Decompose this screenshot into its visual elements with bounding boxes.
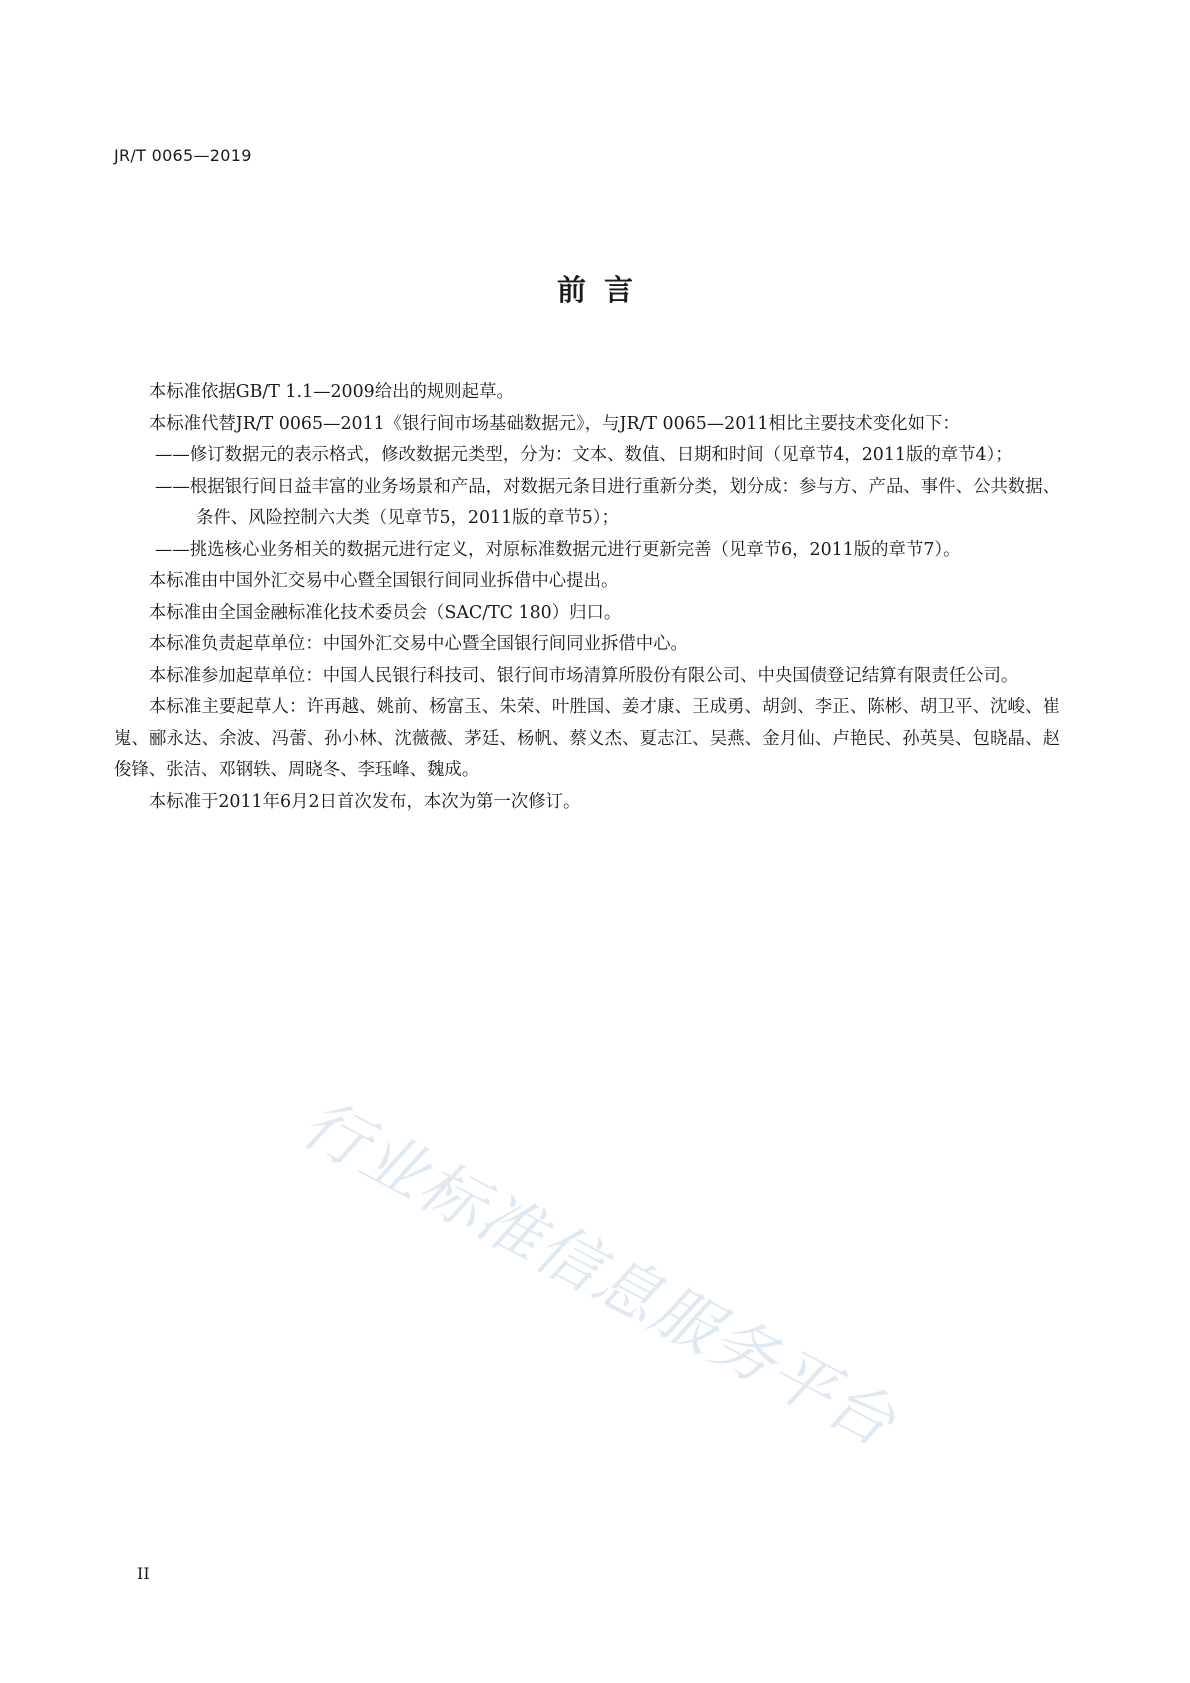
document-code: JR/T 0065—2019 xyxy=(114,146,252,165)
foreword-body xyxy=(114,377,1060,818)
paragraph-main-drafters: 本标准主要起草人：许再越、姚前、杨富玉、朱荣、叶胜国、姜才康、王成勇、胡剑、李正、陈彬、胡卫平、沈峻、崔嵬、郦永达、余波、冯蕾、孙小林、沈薇薇、茅廷、杨帆、蔡义杰、夏志江、吴燕、金月仙、卢艳民、孙英昊、包晓晶、赵俊锋、张洁、邓钢轶、周晓冬、李珏峰、魏成。 xyxy=(114,697,1060,780)
paragraph-lead-drafter: 本标准负责起草单位：中国外汇交易中心暨全国银行间同业拆借中心。 xyxy=(148,634,688,654)
paragraph-publication-history: 本标准于2011年6月2日首次发布，本次为第一次修订。 xyxy=(148,791,581,812)
page-title: 前言 xyxy=(556,273,651,307)
change-item-format: ——修订数据元的表示格式，修改数据元类型，分为：文本、数值、日期和时间（见章节4，2011版的章节4）； xyxy=(155,445,1013,465)
change-item-definition: ——挑选核心业务相关的数据元进行定义，对原标准数据元进行更新完善（见章节6，2011版的章节7）。 xyxy=(155,539,961,560)
watermark: 行业标准信息服务平台 xyxy=(289,1086,908,1462)
paragraph-participating-drafters: 本标准参加起草单位：中国人民银行科技司、银行间市场清算所股份有限公司、中央国债登记结算有限责任公司。 xyxy=(148,665,1019,686)
paragraph-replacement: 本标准代替JR/T 0065—2011《银行间市场基础数据元》，与JR/T 0065—2011相比主要技术变化如下： xyxy=(148,413,960,434)
paragraph-drafting-rules: 本标准依据GB/T 1.1—2009给出的规则起草。 xyxy=(148,382,514,402)
page-number: II xyxy=(137,1564,150,1583)
paragraph-proposer: 本标准由中国外汇交易中心暨全国银行间同业拆借中心提出。 xyxy=(148,571,619,591)
change-item-classification: ——根据银行间日益丰富的业务场景和产品，对数据元条目进行重新分类，划分成：参与方、产品、事件、公共数据、条件、风险控制六大类（见章节5，2011版的章节5）； xyxy=(155,476,1060,528)
paragraph-committee: 本标准由全国金融标准化技术委员会（SAC/TC 180）归口。 xyxy=(148,602,622,623)
